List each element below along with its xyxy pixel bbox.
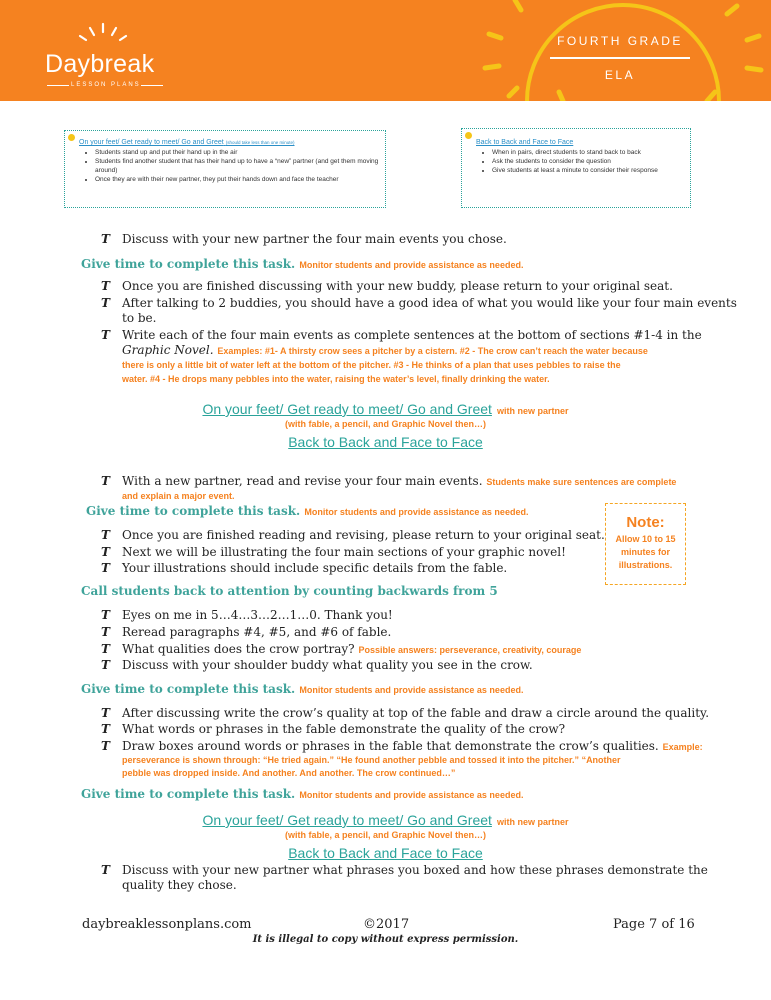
subject-label: ELA bbox=[604, 68, 636, 82]
list-item: • Students find another student that has their hand up to have a “new” partner (and get them moving around) bbox=[95, 157, 385, 175]
instruction-line-cont: quality they chose. bbox=[122, 878, 237, 892]
example-text: and explain a major event. bbox=[122, 491, 235, 501]
callout-title: Back to Back and Face to Face bbox=[476, 139, 574, 146]
back-to-back-block bbox=[0, 843, 771, 862]
section-heading: Give time to complete this task. Monitor students and provide assistance as needed. bbox=[81, 682, 524, 696]
callout-list bbox=[65, 148, 385, 184]
logo-subtitle: LESSON PLANS bbox=[71, 82, 141, 88]
daybreak-logo bbox=[45, 30, 170, 90]
back-to-back-link[interactable]: Back to Back and Face to Face bbox=[288, 434, 483, 450]
instruction-line: T Discuss with your new partner what phrases you boxed and how these phrases demonstrate the bbox=[101, 863, 708, 877]
footer-page-number: Page 7 of 16 bbox=[613, 917, 695, 932]
sun-bullet-icon bbox=[68, 134, 75, 141]
section-heading: Give time to complete this task. Monitor students and provide assistance as needed. bbox=[86, 504, 529, 518]
list-item: • Ask the students to consider the question bbox=[492, 157, 690, 166]
callout-back-to-back bbox=[461, 128, 691, 208]
example-text: there is only a little bit of water left at the bottom of the pitcher. #3 - He thinks of a plan that uses pebbles to raise the bbox=[122, 360, 621, 370]
callout-on-your-feet bbox=[64, 130, 386, 208]
materials-note: (with fable, a pencil, and Graphic Novel then…) bbox=[284, 830, 487, 840]
instruction-line: T Discuss with your shoulder buddy what quality you see in the crow. bbox=[101, 658, 533, 672]
meet-block bbox=[0, 399, 771, 418]
section-heading: Give time to complete this task. Monitor students and provide assistance as needed. bbox=[81, 257, 524, 271]
note-body: Allow 10 to 15 minutes for illustrations. bbox=[615, 534, 676, 570]
instruction-line: T Your illustrations should include specific details from the fable. bbox=[101, 561, 508, 575]
logo-wordmark: Daybreak bbox=[45, 50, 155, 78]
section-heading: Call students back to attention by counting backwards from 5 bbox=[81, 584, 498, 598]
list-item: • When in pairs, direct students to stand back to back bbox=[492, 148, 690, 157]
note-box bbox=[605, 503, 686, 585]
instruction-line-cont: to be. bbox=[122, 311, 157, 325]
instruction-line: T Reread paragraphs #4, #5, and #6 of fable. bbox=[101, 625, 392, 639]
logo-rule-left bbox=[47, 85, 69, 86]
sun-bullet-icon bbox=[465, 132, 472, 139]
instruction-line: T Write each of the four main events as complete sentences at the bottom of sections #1-4 in the bbox=[101, 328, 702, 342]
instruction-line: T What qualities does the crow portray? Possible answers: perseverance, creativity, courage bbox=[101, 642, 582, 656]
instruction-line: T Eyes on me in 5…4…3…2…1…0. Thank you! bbox=[101, 608, 393, 622]
on-your-feet-link[interactable]: On your feet/ Get ready to meet/ Go and Greet bbox=[202, 812, 492, 828]
on-your-feet-link[interactable]: On your feet/ Get ready to meet/ Go and Greet bbox=[202, 401, 492, 417]
instruction-line: T With a new partner, read and revise your four main events. Students make sure sentences are complete bbox=[101, 474, 677, 488]
footer-legal: It is illegal to copy without express permission. bbox=[252, 934, 519, 945]
list-item: • Students stand up and put their hand up in the air bbox=[95, 148, 385, 157]
back-to-back-block bbox=[0, 432, 771, 451]
page-header bbox=[0, 0, 771, 101]
example-text: perseverance is shown through: “He tried again.” “He found another pebble and tossed it into the pitcher.” “Another bbox=[122, 755, 621, 765]
footer-site-link[interactable]: daybreaklessonplans.com bbox=[82, 917, 252, 932]
sunrise-logo-icon bbox=[73, 22, 133, 48]
example-text: water. #4 - He drops many pebbles into the water, raising the water’s level, finally drinking the water. bbox=[122, 374, 550, 384]
instruction-line: T Discuss with your new partner the four main events you chose. bbox=[101, 232, 507, 246]
example-text: pebble was dropped inside. And another. And another. The crow continued…” bbox=[122, 768, 456, 778]
instruction-line: T Once you are finished discussing with your new buddy, please return to your original seat. bbox=[101, 279, 673, 293]
back-to-back-link[interactable]: Back to Back and Face to Face bbox=[288, 845, 483, 861]
callout-title: On your feet/ Get ready to meet/ Go and Greet (should take less than one minute) bbox=[79, 139, 295, 146]
meet-block bbox=[0, 810, 771, 829]
instruction-line: T What words or phrases in the fable demonstrate the quality of the crow? bbox=[101, 722, 566, 736]
list-item: • Give students at least a minute to consider their response bbox=[492, 166, 690, 175]
instruction-line: T After discussing write the crow’s quality at top of the fable and draw a circle around the quality. bbox=[101, 706, 710, 720]
grade-label: FOURTH GRADE bbox=[557, 34, 683, 48]
instruction-line-cont: Graphic Novel. Examples: #1- A thirsty crow sees a pitcher by a cistern. #2 - The crow can’t reach the water because bbox=[122, 343, 648, 357]
note-title: Note: bbox=[626, 514, 665, 531]
materials-note: (with fable, a pencil, and Graphic Novel then…) bbox=[284, 419, 487, 429]
footer-copyright: ©2017 bbox=[363, 917, 410, 932]
instruction-line: T Next we will be illustrating the four main sections of your graphic novel! bbox=[101, 545, 566, 559]
instruction-line: T Draw boxes around words or phrases in the fable that demonstrate the crow’s qualities. Example: bbox=[101, 739, 703, 753]
list-item: • Once they are with their new partner, they put their hands down and face the teacher bbox=[95, 175, 385, 184]
with-partner-note: with new partner bbox=[497, 406, 569, 416]
with-partner-note: with new partner bbox=[497, 817, 569, 827]
instruction-line: T After talking to 2 buddies, you should have a good idea of what you would like your four main events bbox=[101, 296, 737, 310]
callout-list bbox=[462, 148, 690, 175]
section-heading: Give time to complete this task. Monitor students and provide assistance as needed. bbox=[81, 787, 524, 801]
grade-divider bbox=[550, 57, 690, 59]
logo-rule-right bbox=[141, 85, 163, 86]
grade-subject-box bbox=[550, 34, 690, 82]
instruction-line: T Once you are finished reading and revising, please return to your original seat. bbox=[101, 528, 605, 542]
